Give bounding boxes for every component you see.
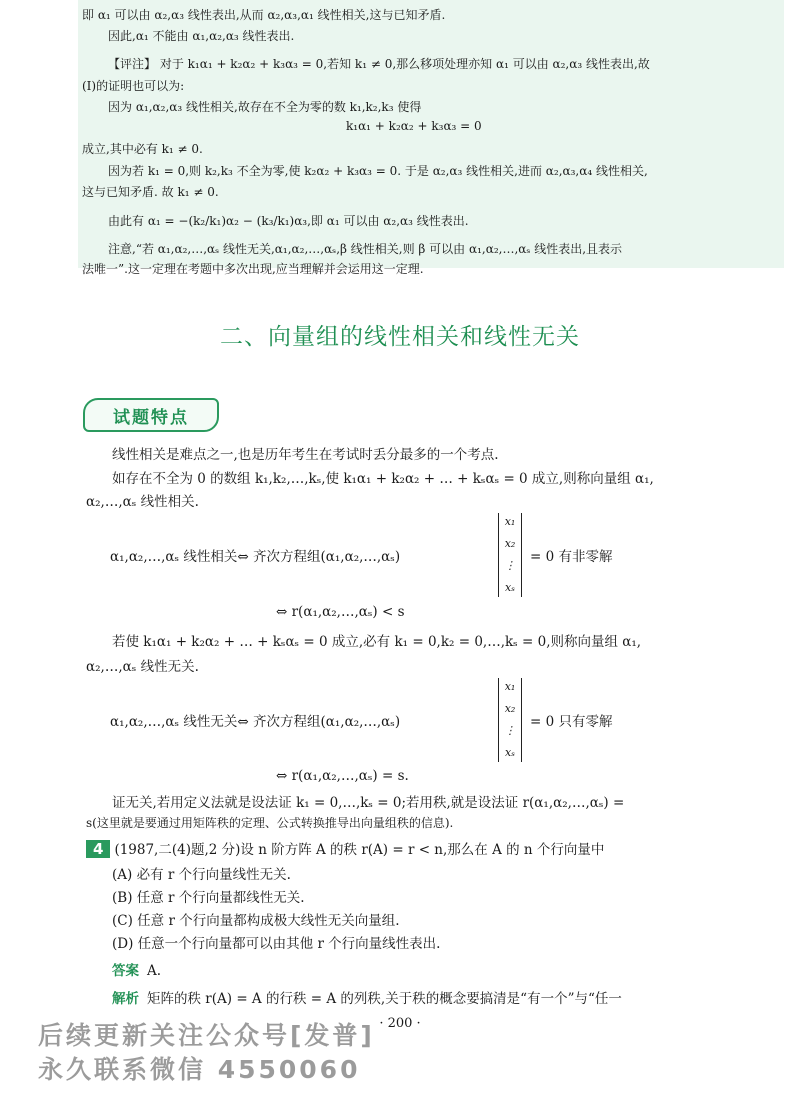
question-number: 4	[86, 840, 110, 858]
equivalence-result: = 0 有非零解	[530, 549, 613, 565]
equivalence-equation: α₁,α₂,…,αₛ 线性无关⇔ 齐次方程组(α₁,α₂,…,αₛ)	[110, 714, 401, 730]
question-stem	[86, 838, 604, 858]
option-b: (B) 任意 r 个行向量都线性无关.	[112, 890, 305, 906]
unknown-vector: x₁ x₂ ⋮ xₛ	[498, 678, 522, 762]
text-line: 这与已知矛盾. 故 k₁ ≠ 0.	[82, 185, 219, 199]
text-line: 法唯一”.这一定理在考题中多次出现,应当理解并会运用这一定理.	[82, 262, 424, 276]
analysis-line	[112, 987, 622, 1007]
text-line: 即 α₁ 可以由 α₂,α₃ 线性表出,从而 α₂,α₃,α₁ 线性相关,这与已知矛盾.	[82, 8, 446, 22]
option-d: (D) 任意一个行向量都可以由其他 r 个行向量线性表出.	[112, 936, 441, 952]
text-line: 因为 α₁,α₂,α₃ 线性相关,故存在不全为零的数 k₁,k₂,k₃ 使得	[108, 100, 422, 114]
option-c: (C) 任意 r 个行向量都构成极大线性无关向量组.	[112, 913, 400, 929]
equivalence-result: = 0 只有零解	[530, 714, 613, 730]
analysis-label: 解析	[112, 991, 139, 1007]
paragraph: 线性相关是难点之一,也是历年考生在考试时丢分最多的一个考点.	[112, 447, 499, 463]
section-heading: 二、向量组的线性相关和线性无关	[220, 324, 580, 350]
option-a: (A) 必有 r 个行向量线性无关.	[112, 867, 291, 883]
paragraph: 证无关,若用定义法就是设法证 k₁ = 0,…,kₛ = 0;若用秩,就是设法证 r(α₁,α₂,…,αₛ) =	[112, 795, 625, 811]
answer-label: 答案	[112, 963, 139, 979]
question-text: (1987,二(4)题,2 分)设 n 阶方阵 A 的秩 r(A) = r < n,那么在 A 的 n 个行向量中	[114, 842, 605, 858]
paragraph: 若使 k₁α₁ + k₂α₂ + … + kₛαₛ = 0 成立,必有 k₁ = 0,k₂ = 0,…,kₛ = 0,则称向量组 α₁,	[112, 634, 642, 650]
text-line: 因此,α₁ 不能由 α₁,α₂,α₃ 线性表出.	[108, 29, 295, 43]
comment-line: 【评注】 对于 k₁α₁ + k₂α₂ + k₃α₃ = 0,若知 k₁ ≠ 0,那么移项处理亦知 α₁ 可以由 α₂,α₃ 线性表出,故	[108, 57, 650, 71]
equivalence-equation: α₁,α₂,…,αₛ 线性相关⇔ 齐次方程组(α₁,α₂,…,αₛ)	[110, 549, 401, 565]
rank-condition: ⇔ r(α₁,α₂,…,αₛ) < s	[276, 604, 405, 620]
paragraph: α₂,…,αₛ 线性无关.	[86, 659, 199, 675]
section-badge: 试题特点	[83, 398, 219, 432]
answer-value: A.	[147, 963, 162, 979]
equation: 由此有 α₁ = −(k₂/k₁)α₂ − (k₃/k₁)α₃,即 α₁ 可以由 α₂,α₃ 线性表出.	[108, 214, 469, 228]
equation: k₁α₁ + k₂α₂ + k₃α₃ = 0	[346, 119, 482, 133]
answer-line	[112, 959, 161, 979]
rank-condition: ⇔ r(α₁,α₂,…,αₛ) = s.	[276, 768, 409, 784]
page-number: · 200 ·	[379, 1016, 421, 1031]
text-line: 因为若 k₁ = 0,则 k₂,k₃ 不全为零,使 k₂α₂ + k₃α₃ = 0. 于是 α₂,α₃ 线性相关,进而 α₂,α₃,α₄ 线性相关,	[108, 164, 648, 178]
analysis-text: 矩阵的秩 r(A) = A 的行秩 = A 的列秩,关于秩的概念要搞清是“有一个”与“任一	[147, 991, 622, 1007]
text-line: (Ⅰ)的证明也可以为:	[82, 79, 185, 93]
unknown-vector: x₁ x₂ ⋮ xₛ	[498, 513, 522, 597]
paragraph: α₂,…,αₛ 线性相关.	[86, 494, 199, 510]
watermark-line: 永久联系微信 4550060	[38, 1055, 361, 1084]
paragraph: 如存在不全为 0 的数组 k₁,k₂,…,kₛ,使 k₁α₁ + k₂α₂ + … + kₛαₛ = 0 成立,则称向量组 α₁,	[112, 471, 654, 487]
text-line: 注意,“若 α₁,α₂,…,αₛ 线性无关,α₁,α₂,…,αₛ,β 线性相关,则 β 可以由 α₁,α₂,…,αₛ 线性表出,且表示	[108, 242, 623, 256]
paragraph: s(这里就是要通过用矩阵秩的定理、公式转换推导出向量组秩的信息).	[86, 816, 454, 830]
watermark-line: 后续更新关注公众号[发普]	[38, 1021, 375, 1050]
text-line: 成立,其中必有 k₁ ≠ 0.	[82, 142, 203, 156]
